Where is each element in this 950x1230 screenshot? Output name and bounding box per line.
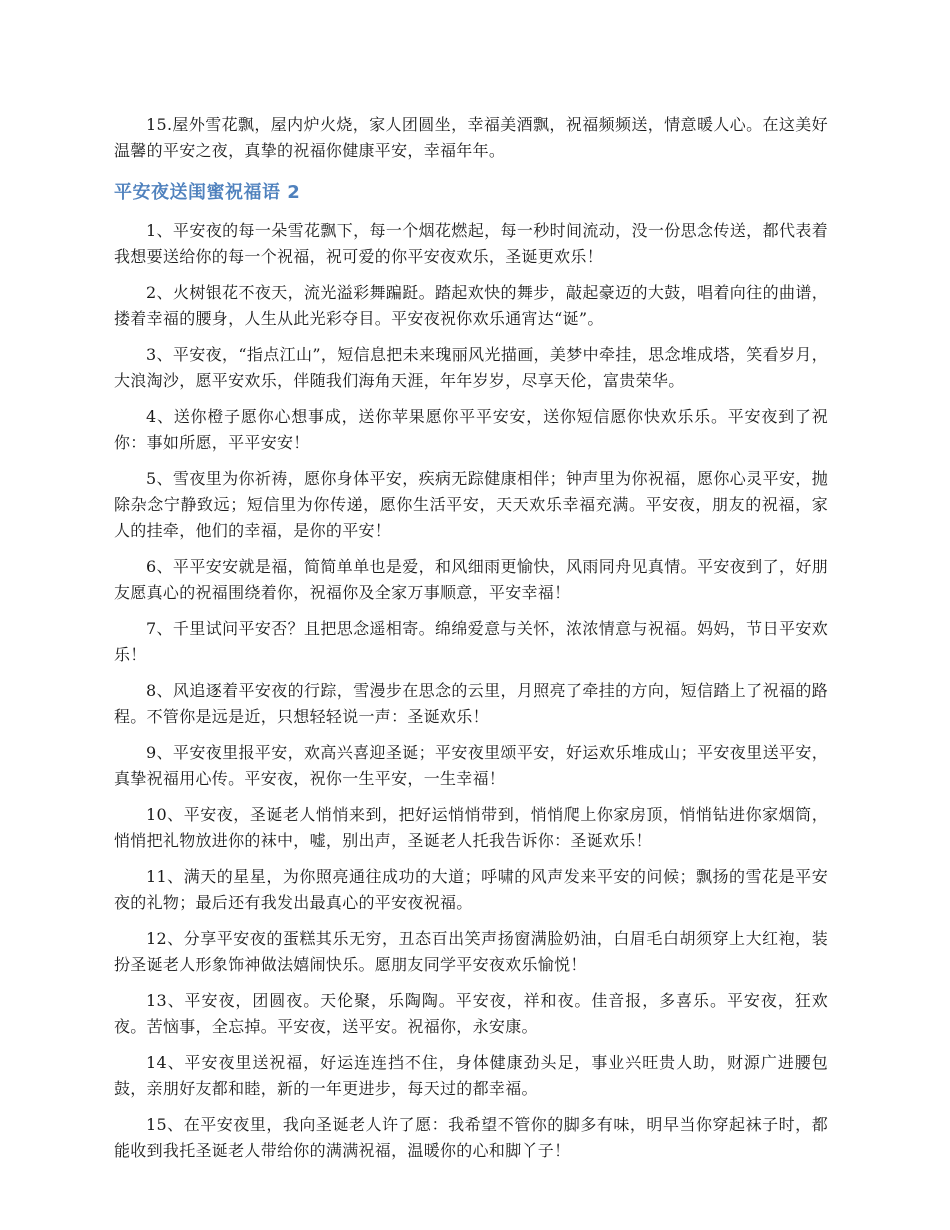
paragraph: 13、平安夜，团圆夜。天伦聚，乐陶陶。平安夜，祥和夜。佳音报，多喜乐。平安夜，狂欢夜。苦恼事，全忘掉。平安夜，送平安。祝福你，永安康。 (114, 991, 828, 1036)
paragraph-list (114, 218, 828, 1164)
paragraph: 11、满天的星星，为你照亮通往成功的大道；呼啸的风声发来平安的问候；飘扬的雪花是平安夜的礼物；最后还有我发出最真心的平安夜祝福。 (114, 867, 828, 912)
paragraph: 6、平平安安就是福，简简单单也是爱，和风细雨更愉快，风雨同舟见真情。平安夜到了，好朋友愿真心的祝福围绕着你，祝福你及全家万事顺意，平安幸福！ (114, 557, 828, 602)
intro-paragraph: 15.屋外雪花飘，屋内炉火烧，家人团圆坐，幸福美酒飘，祝福频频送，情意暖人心。在这美好温馨的平安之夜，真挚的祝福你健康平安，幸福年年。 (114, 115, 828, 160)
paragraph: 15、在平安夜里，我向圣诞老人许了愿：我希望不管你的脚多有味，明早当你穿起袜子时，都能收到我托圣诞老人带给你的满满祝福，温暖你的心和脚丫子！ (114, 1115, 828, 1160)
paragraph: 3、平安夜，“指点江山”，短信息把未来瑰丽风光描画，美梦中牵挂，思念堆成塔，笑看岁月，大浪淘沙，愿平安欢乐，伴随我们海角天涯，年年岁岁，尽享天伦，富贵荣华。 (114, 345, 828, 390)
paragraph: 9、平安夜里报平安，欢高兴喜迎圣诞；平安夜里颂平安，好运欢乐堆成山；平安夜里送平安，真挚祝福用心传。平安夜，祝你一生平安，一生幸福！ (114, 743, 828, 788)
section-heading: 平安夜送闺蜜祝福语 2 (114, 182, 301, 203)
paragraph: 4、送你橙子愿你心想事成，送你苹果愿你平平安安，送你短信愿你快欢乐乐。平安夜到了祝你：事如所愿，平平安安！ (114, 407, 828, 452)
paragraph: 7、千里试问平安否？且把思念遥相寄。绵绵爱意与关怀，浓浓情意与祝福。妈妈，节日平安欢乐！ (114, 619, 828, 664)
paragraph: 10、平安夜，圣诞老人悄悄来到，把好运悄悄带到，悄悄爬上你家房顶，悄悄钻进你家烟筒，悄悄把礼物放进你的袜中，嘘，别出声，圣诞老人托我告诉你：圣诞欢乐！ (114, 805, 828, 850)
paragraph: 5、雪夜里为你祈祷，愿你身体平安，疾病无踪健康相伴；钟声里为你祝福，愿你心灵平安，抛除杂念宁静致远；短信里为你传递，愿你生活平安，天天欢乐幸福充满。平安夜，朋友的祝福，家人的挂牵，他们的幸福，是你的平安！ (114, 469, 828, 540)
paragraph: 2、火树银花不夜天，流光溢彩舞蹁跹。踏起欢快的舞步，敲起豪迈的大鼓，唱着向往的曲谱，搂着幸福的腰身，人生从此光彩夺目。平安夜祝你欢乐通宵达“诞”。 (114, 283, 828, 328)
paragraph: 12、分享平安夜的蛋糕其乐无穷，丑态百出笑声扬窗满脸奶油，白眉毛白胡须穿上大红袍，装扮圣诞老人形象饰神做法嬉闹快乐。愿朋友同学平安夜欢乐愉悦！ (114, 929, 828, 974)
document-body (114, 112, 828, 1174)
paragraph: 1、平安夜的每一朵雪花飘下，每一个烟花燃起，每一秒时间流动，没一份思念传送，都代表着我想要送给你的每一个祝福，祝可爱的你平安夜欢乐，圣诞更欢乐！ (114, 221, 828, 266)
paragraph: 8、风追逐着平安夜的行踪，雪漫步在思念的云里，月照亮了牵挂的方向，短信踏上了祝福的路程。不管你是远是近，只想轻轻说一声：圣诞欢乐！ (114, 681, 828, 726)
paragraph: 14、平安夜里送祝福，好运连连挡不住，身体健康劲头足，事业兴旺贵人助，财源广进腰包鼓，亲朋好友都和睦，新的一年更进步，每天过的都幸福。 (114, 1053, 828, 1098)
